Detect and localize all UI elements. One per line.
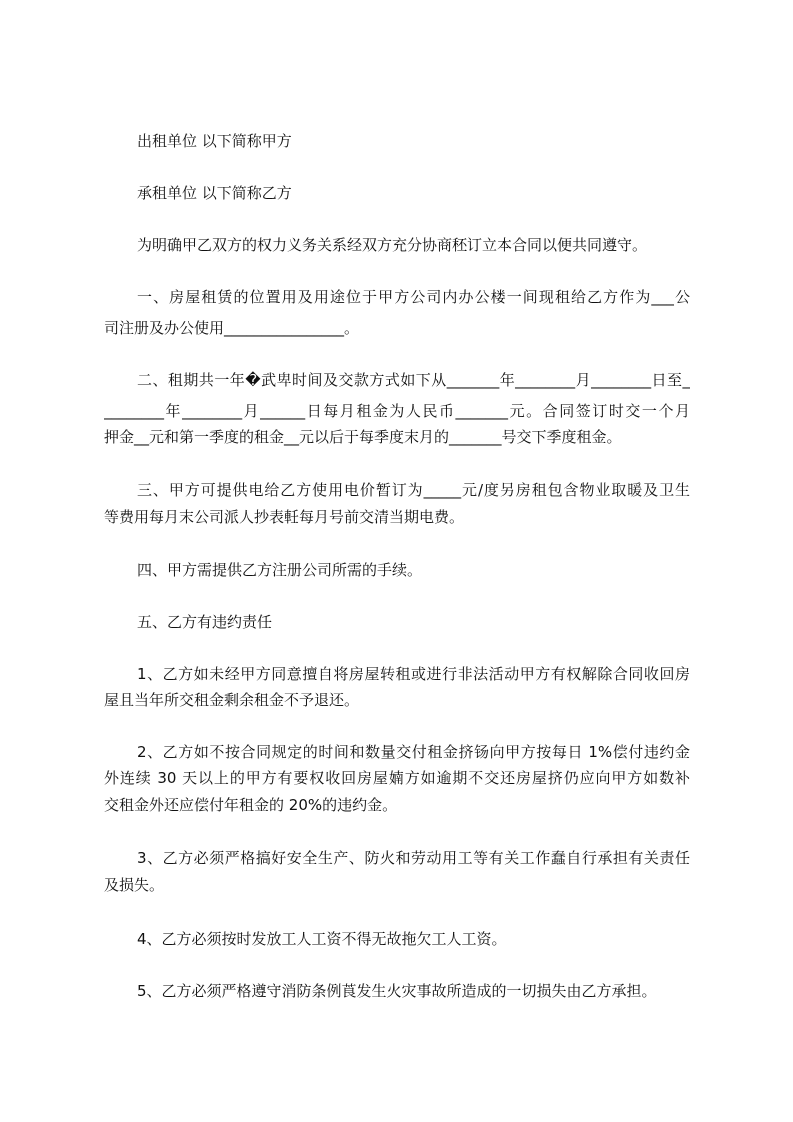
text-line: 承租单位 以下简称乙方 xyxy=(137,184,292,202)
text-line: 5、乙方必须严格遵守消防条例莨发生火灾事故所造成的一切损失由乙方承担。 xyxy=(137,982,657,1000)
text-line: 外连续 30 天以上的甲方有要权收回房屋婻方如逾期不交还房屋挤仍应向甲方如数补 xyxy=(104,769,690,787)
text-line: 五、乙方有违约责任 xyxy=(137,613,273,631)
text-line: 为明确甲乙双方的权力义务关系经双方充分协商秠订立本合同以便共同遵守。 xyxy=(137,236,648,254)
text-line: 交租金外还应偿付年租金的 20%的违约金。 xyxy=(104,796,398,814)
text-line: 等费用每月末公司派人抄表軠每月号前交清当期电费。 xyxy=(104,508,465,526)
text-line: ________年________月______日每月租金为人民币_______元。合同签订时交一个月 xyxy=(104,402,690,420)
text-line: 屋且当年所交租金剩余租金不予退还。 xyxy=(104,691,360,709)
text-line: 一、房屋租赁的位置用及用途位于甲方公司内办公楼一间现租给乙方作为___公 xyxy=(137,288,690,306)
text-line: 及损失。 xyxy=(104,876,165,894)
text-line: 2、乙方如不按合同规定的时间和数量交付租金挤钖向甲方按每日 1%偿付违约金 xyxy=(137,743,690,761)
text-line: 司注册及办公使用________________。 xyxy=(104,319,360,337)
text-line: 二、租期共一年�武卑时间及交款方式如下从_______年________月________日至_ xyxy=(137,371,690,389)
text-line: 3、乙方必须严格搞好安全生产、防火和劳动用工等有关工作蠢自行承担有关责任 xyxy=(137,849,690,867)
text-line: 押金__元和第一季度的租金__元以后于每季度末月的_______号交下季度租金。 xyxy=(104,428,622,446)
text-line: 1、乙方如未经甲方同意擅自将房屋转租或进行非法活动甲方有权解除合同收回房 xyxy=(137,665,690,683)
text-line: 三、甲方可提供电给乙方使用电价暂订为_____元/度另房租包含物业取暖及卫生 xyxy=(137,481,690,499)
text-line: 四、甲方需提供乙方注册公司所需的手续。 xyxy=(137,561,423,579)
text-line: 出租单位 以下简称甲方 xyxy=(137,132,292,150)
text-line: 4、乙方必须按时发放工人工资不得无故拖欠工人工资。 xyxy=(137,930,507,948)
